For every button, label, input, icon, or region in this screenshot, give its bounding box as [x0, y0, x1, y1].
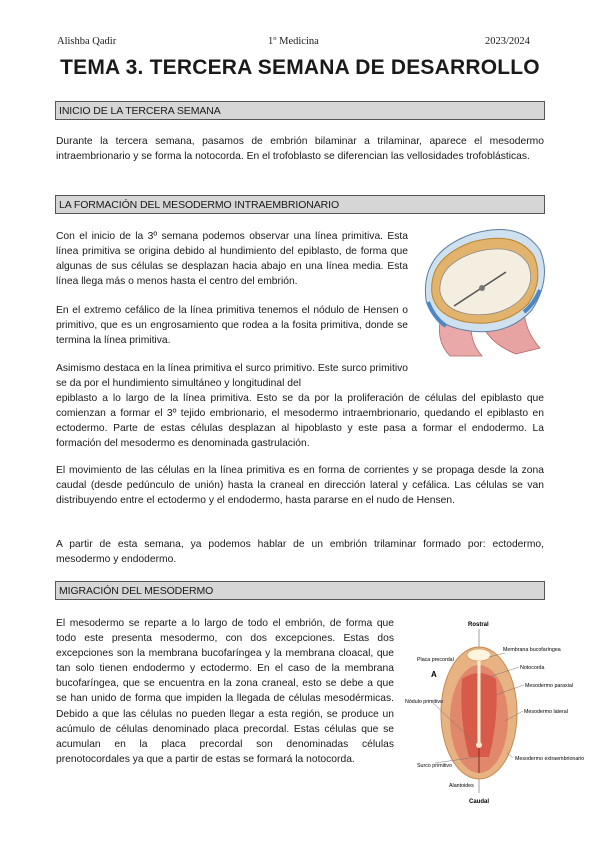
paragraph: Asimismo destaca en la línea primitiva el surco primitivo. Este surco primitivo se da por el hundimiento simultáneo y longitudinal del — [56, 363, 408, 390]
paragraph: epiblasto a lo largo de la línea primitiva. Esto se da por la proliferación de células del epiblasto que comienzan a formar el 3º tejido embrionario, el mesodermo intraembrionario, quedando el epiblasto en ectodermo. Parte de estas células desplazan al hipoblasto y este pasa a formar el endodermo. La formación del mesodermo es denominada gastrulación. — [56, 393, 544, 450]
page-title: TEMA 3. TERCERA SEMANA DE DESARROLLO — [60, 56, 540, 79]
header-year: 2023/2024 — [485, 36, 530, 47]
paragraph: A partir de esta semana, ya podemos hablar de un embrión trilaminar formado por: ectodermo, mesodermo y endodermo. — [56, 539, 544, 566]
section-heading-migracion: MIGRACIÓN DEL MESODERMO — [55, 581, 545, 600]
label-panel: A — [431, 670, 437, 679]
label-notocorda: Notocorda — [520, 665, 545, 671]
section-heading-formacion: LA FORMACIÓN DEL MESODERMO INTRAEMBRIONARIO — [55, 195, 545, 214]
label-caudal: Caudal — [469, 799, 490, 805]
label-membrana: Membrana bucofaríngea — [503, 647, 561, 653]
header-author: Alishba Qadir — [57, 36, 117, 47]
label-alantoides: Alantoides — [449, 783, 474, 789]
label-surco: Surco primitivo — [417, 763, 453, 769]
label-lateral: Mesodermo lateral — [524, 709, 568, 715]
paragraph: En el extremo cefálico de la línea primitiva tenemos el nódulo de Hensen o primitivo, que es un engrosamiento que rodea a la fosita primitiva, donde se termina la línea primitiva. — [56, 305, 408, 347]
section-heading-inicio: INICIO DE LA TERCERA SEMANA — [55, 101, 545, 120]
embryo-3d-illustration — [420, 222, 548, 362]
paragraph: El movimiento de las células en la línea primitiva es en forma de corrientes y se propaga desde la zona caudal (desde pedúnculo de unión) hasta la craneal en dirección lateral y cefálica. Las células se van distribuyendo entre el ectodermo y el endodermo, hasta pararse en el nudo de Hensen. — [56, 465, 544, 507]
mesoderm-migration-diagram — [405, 617, 585, 807]
label-placa: Placa precordal — [417, 657, 454, 663]
label-nodulo: Nódulo primitivo — [405, 699, 443, 705]
label-paraxial: Mesodermo paraxial — [525, 683, 573, 689]
label-extra: Mesodermo extraembrionario — [515, 756, 585, 762]
paragraph: Durante la tercera semana, pasamos de embrión bilaminar a trilaminar, aparece el mesodermo intraembrionario y se forma la notocorda. En el trofoblasto se diferencian las vellosidades trofoblásticas. — [56, 136, 544, 163]
paragraph: Con el inicio de la 3º semana podemos observar una línea primitiva. Esta línea primitiva se origina debido al hundimiento del epiblasto, de forma que algunas de sus células se desplazan hacia abajo en una línea media. Esta línea llega más o menos hasta el centro del embrión. — [56, 231, 408, 288]
header-course: 1º Medicina — [268, 36, 319, 47]
paragraph: El mesodermo se reparte a lo largo de todo el embrión, de forma que todo este presenta mesodermo, con dos excepciones. Estas dos excepciones son la membrana bucofaríngea y la membrana cloacal, que tan solo tienen endodermo y ectodermo. En el caso de la membrana bucofaríngea, que se encuentra en la zona craneal, esto se debe a que se han unido de forma que impiden la llegada de células mesodérmicas. Debido a que las células no pueden llegar a esta región, se produce un acúmulo de células denominado placa precordal. Estas células que se acumulan en la placa precordal son denominadas células prenotocordales ya que a partir de estas se formará la notocorda. — [56, 618, 394, 765]
label-rostral: Rostral — [468, 622, 489, 628]
